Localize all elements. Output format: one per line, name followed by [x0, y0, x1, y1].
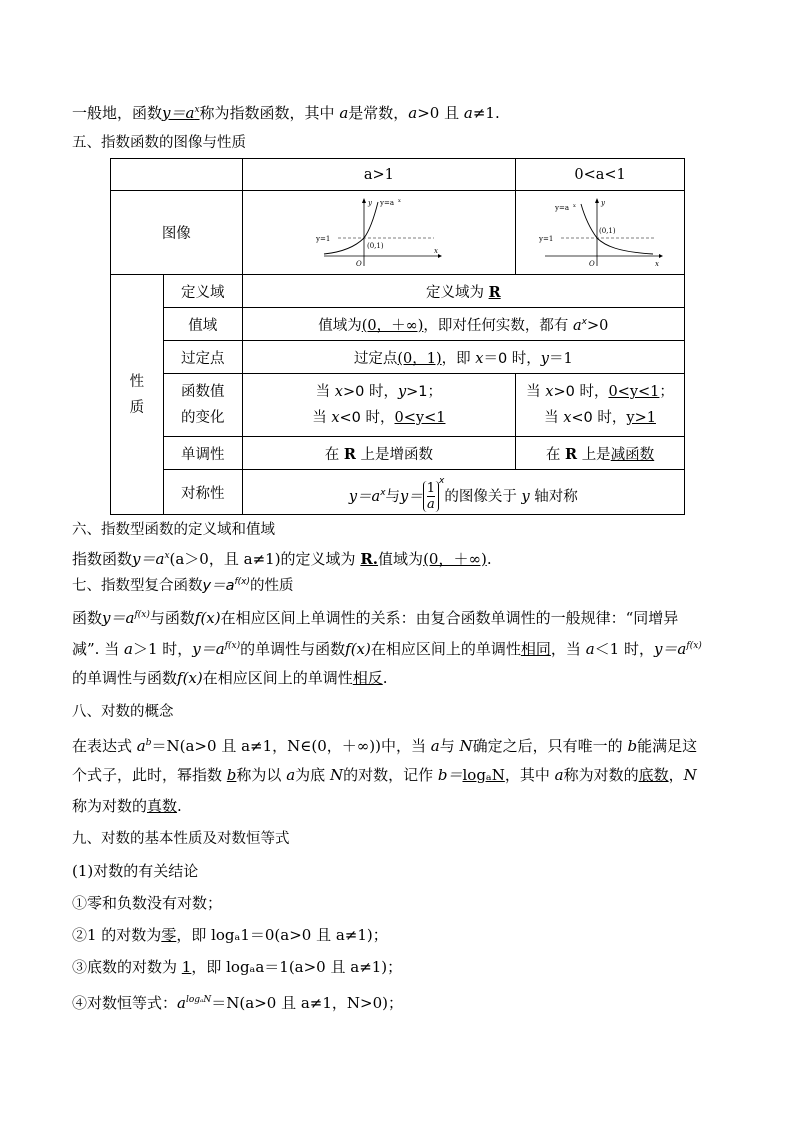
exp-function-table — [110, 158, 685, 515]
svg-text:y: y — [367, 198, 372, 207]
intro-text: 一般地，函数 — [72, 104, 163, 122]
svg-text:y: y — [601, 198, 606, 207]
graph-increasing-svg — [314, 196, 444, 270]
row-fixed-point-value: 过定点(0，1)，即 x＝0 时，y＝1 — [242, 341, 684, 374]
row-fixed-point-label: 过定点 — [163, 341, 242, 374]
section9-item3: ③底数的对数为 1，即 logₐa＝1(a>0 且 a≠1)； — [72, 958, 403, 976]
svg-text:(0,1): (0,1) — [599, 226, 616, 235]
section6-text: 指数函数$y=a^x(a>0$，且 a≠1)的定义域为 R.值域为(0，＋∞). — [72, 550, 492, 568]
svg-text:x: x — [433, 246, 438, 255]
row-range-value: 值域为(0，＋∞)，即对任何实数，都有 $a^x>0$ — [242, 308, 684, 341]
row-value-change-right: 当 x>0 时，0<y<1； 当 x<0 时，y>1 — [516, 374, 685, 437]
section7-title: 七、指数型复合函数$y=a^{f(x)}$的性质 — [72, 577, 294, 594]
row-monotonic-left: 在 R 上是增函数 — [242, 437, 515, 470]
svg-text:y=a: y=a — [555, 203, 570, 212]
col-header-a-gt-1: a>1 — [242, 159, 515, 191]
intro-formula: $y=a^x$ — [162, 104, 200, 122]
svg-text:y=a: y=a — [379, 198, 394, 207]
section7-line2: 减”. 当 a＞1 时，$y=a^{f(x)}$的单调性与函数f(x)在相应区间上的单调性相同，当 a＜1 时，$y=a^{f(x)}$ — [72, 640, 702, 658]
row-symmetry-label: 对称性 — [163, 470, 242, 515]
section9-item4: ④对数恒等式：$a^{log_aN}=N(a>0$ 且 a≠1，N>0)； — [72, 994, 403, 1012]
row-value-change-label: 函数值 的变化 — [163, 374, 242, 437]
svg-text:O: O — [355, 259, 362, 268]
section8-line2: 个式子，此时，幂指数 b称为以 a为底 N的对数，记作 b＝logₐN，其中 a称为对数的底数，N — [72, 766, 697, 784]
properties-label: 性 质 — [111, 275, 164, 515]
svg-text:y=1: y=1 — [539, 234, 554, 243]
intro-line: 一般地，函数$y=a^x$称为指数函数，其中 a是常数，a>0 且 a≠1. — [72, 104, 500, 122]
svg-text:x: x — [397, 197, 401, 204]
section6-title: 六、指数型函数的定义域和值域 — [72, 522, 275, 538]
section9-sub1: (1)对数的有关结论 — [72, 862, 199, 880]
fraction-one-over-a: $\frac{1}{a}$ — [423, 481, 439, 512]
section8-line3: 称为对数的真数. — [72, 797, 182, 815]
section9-item1: ①零和负数没有对数； — [72, 894, 223, 912]
svg-text:y=1: y=1 — [315, 234, 331, 243]
section8-line1: 在表达式 $a^b=N(a>0$ 且 a≠1，N∈(0，＋∞))中，当 a与 N确定之后，只有唯一的 b能满足这 — [72, 737, 698, 755]
row-monotonic-label: 单调性 — [163, 437, 242, 470]
section9-item2: ②1 的对数为零，即 logₐ1＝0(a>0 且 a≠1)； — [72, 926, 388, 944]
row-symmetry-value: $y=a^x$与y＝ $\frac{1}{a}$ $^x$的图像关于 y 轴对称 — [242, 470, 684, 515]
section7-line1: 函数$y=a^{f(x)}$与函数f(x)在相应区间上单调性的关系：由复合函数单调性的一般规律：“同增异 — [72, 609, 679, 627]
row-domain-label: 定义域 — [163, 275, 242, 308]
row-domain-value: 定义域为 R — [242, 275, 684, 308]
graph-decreasing-svg — [535, 196, 665, 270]
section8-title: 八、对数的概念 — [72, 704, 174, 720]
svg-text:O: O — [589, 259, 595, 268]
graph-decreasing — [516, 191, 685, 275]
graph-label: 图像 — [111, 191, 243, 275]
col-header-a-lt-1: 0<a<1 — [516, 159, 685, 191]
section5-title: 五、指数函数的图像与性质 — [72, 135, 246, 151]
svg-text:x: x — [573, 202, 576, 209]
row-range-label: 值域 — [163, 308, 242, 341]
section9-title: 九、对数的基本性质及对数恒等式 — [72, 831, 290, 847]
section7-line3: 的单调性与函数f(x)在相应区间上的单调性相反. — [72, 669, 388, 687]
row-monotonic-right: 在 R 上是减函数 — [516, 437, 685, 470]
row-value-change-left: 当 x>0 时，y>1； 当 x<0 时，0<y<1 — [242, 374, 515, 437]
svg-text:x: x — [655, 259, 659, 268]
svg-text:(0,1): (0,1) — [366, 241, 384, 250]
graph-increasing — [242, 191, 515, 275]
